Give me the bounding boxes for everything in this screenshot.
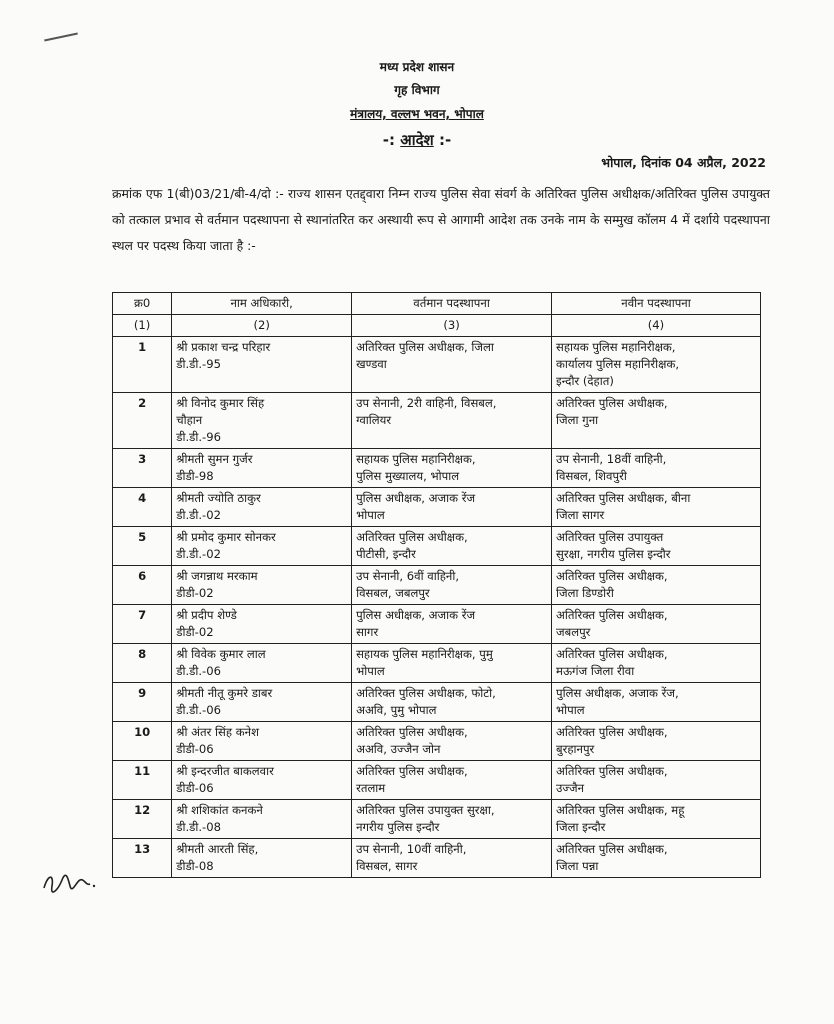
- cell-line: पुलिस अधीक्षक, अजाक रेंज,: [556, 686, 679, 700]
- cell-line: सहायक पुलिस महानिरीक्षक, पुमु: [356, 647, 493, 661]
- cell-line: अतिरिक्त पुलिस अधीक्षक,: [556, 608, 668, 622]
- new-posting-cell: [552, 393, 761, 449]
- cell-line: डीडी-02: [176, 625, 214, 639]
- officer-name-cell: [172, 683, 352, 722]
- table-header-row: [113, 293, 761, 315]
- cell-line: श्री शशिकांत कनकने: [176, 803, 263, 817]
- cell-line: डी.डी.-06: [176, 703, 221, 717]
- current-posting-cell: [352, 488, 552, 527]
- cell-line: अतिरिक्त पुलिस अधीक्षक,: [556, 842, 668, 856]
- cell-line: बुरहानपुर: [556, 742, 595, 756]
- pen-mark: [44, 32, 78, 41]
- table-row: [113, 337, 761, 393]
- cell-line: पीटीसी, इन्दौर: [356, 547, 416, 561]
- cell-line: श्री अंतर सिंह कनेश: [176, 725, 259, 739]
- cell-line: श्री विवेक कुमार लाल: [176, 647, 266, 661]
- cell-line: भोपाल: [356, 508, 385, 522]
- cell-line: उप सेनानी, 2री वाहिनी, विसबल,: [356, 396, 497, 410]
- new-posting-cell: [552, 337, 761, 393]
- current-posting-cell: [352, 527, 552, 566]
- cell-line: अतिरिक्त पुलिस अधीक्षक,: [556, 647, 668, 661]
- cell-line: अतिरिक्त पुलिस अधीक्षक,: [356, 764, 468, 778]
- cell-line: रतलाम: [356, 781, 386, 795]
- cell-line: उप सेनानी, 18वीं वाहिनी,: [556, 452, 667, 466]
- table-row: [113, 566, 761, 605]
- table-row: [113, 605, 761, 644]
- cell-line: खण्डवा: [356, 357, 387, 371]
- cell-line: अतिरिक्त पुलिस अधीक्षक,: [556, 396, 668, 410]
- current-posting-cell: [352, 449, 552, 488]
- current-posting-cell: [352, 800, 552, 839]
- cell-line: श्रीमती सुमन गुर्जर: [176, 452, 253, 466]
- cell-line: श्री इन्दरजीत बाकलवार: [176, 764, 274, 778]
- cell-line: डीडी-08: [176, 859, 214, 873]
- current-posting-cell: [352, 722, 552, 761]
- serial-number: 7: [113, 605, 172, 644]
- table-row: [113, 449, 761, 488]
- cell-line: जिला डिण्डोरी: [556, 586, 614, 600]
- serial-number: 5: [113, 527, 172, 566]
- table-row: [113, 527, 761, 566]
- header-new-posting: नवीन पदस्थापना: [552, 293, 761, 315]
- column-number: (3): [352, 315, 552, 337]
- column-number-row: [113, 315, 761, 337]
- current-posting-cell: [352, 605, 552, 644]
- new-posting-cell: [552, 449, 761, 488]
- current-posting-cell: [352, 683, 552, 722]
- serial-number: 12: [113, 800, 172, 839]
- table-row: [113, 839, 761, 878]
- header-serial: क्र0: [113, 293, 172, 315]
- serial-number: 3: [113, 449, 172, 488]
- department-name: गृह विभाग: [394, 83, 440, 97]
- cell-line: जिला गुना: [556, 413, 599, 427]
- cell-line: मऊगंज जिला रीवा: [556, 664, 635, 678]
- table-body: [113, 337, 761, 878]
- cell-line: श्रीमती आरती सिंह,: [176, 842, 259, 856]
- cell-line: अतिरिक्त पुलिस अधीक्षक, जिला: [356, 340, 494, 354]
- cell-line: अतिरिक्त पुलिस अधीक्षक,: [556, 569, 668, 583]
- serial-number: 11: [113, 761, 172, 800]
- serial-number: 6: [113, 566, 172, 605]
- cell-line: जिला पन्ना: [556, 859, 599, 873]
- cell-line: श्री विनोद कुमार सिंह: [176, 396, 265, 410]
- cell-line: अतिरिक्त पुलिस उपायुक्त सुरक्षा,: [356, 803, 495, 817]
- cell-line: उप सेनानी, 10वीं वाहिनी,: [356, 842, 467, 856]
- transfer-table: [112, 292, 761, 878]
- table-row: [113, 800, 761, 839]
- cell-line: डीडी-06: [176, 781, 214, 795]
- officer-name-cell: [172, 566, 352, 605]
- new-posting-cell: [552, 488, 761, 527]
- cell-line: अअवि, उज्जैन जोन: [356, 742, 441, 756]
- cell-line: डी.डी.-08: [176, 820, 221, 834]
- cell-line: डी.डी.-96: [176, 430, 221, 444]
- cell-line: उप सेनानी, 6वीं वाहिनी,: [356, 569, 460, 583]
- cell-line: पुलिस अधीक्षक, अजाक रेंज: [356, 491, 476, 505]
- officer-name-cell: [172, 605, 352, 644]
- cell-line: श्री जगन्नाथ मरकाम: [176, 569, 258, 583]
- serial-number: 1: [113, 337, 172, 393]
- cell-line: सहायक पुलिस महानिरीक्षक,: [356, 452, 476, 466]
- new-posting-cell: [552, 644, 761, 683]
- order-title: -: आदेश :-: [382, 131, 452, 149]
- officer-name-cell: [172, 527, 352, 566]
- cell-line: पुलिस मुख्यालय, भोपाल: [356, 469, 460, 483]
- cell-line: श्री प्रकाश चन्द्र परिहार: [176, 340, 271, 354]
- cell-line: विसबल, जबलपुर: [356, 586, 430, 600]
- current-posting-cell: [352, 644, 552, 683]
- cell-line: डी.डी.-95: [176, 357, 221, 371]
- order-body: क्रमांक एफ 1(बी)03/21/बी-4/दो :- राज्य शासन एतद्द्वारा निम्न राज्य पुलिस सेवा संवर्ग के अतिरिक्त पुलिस अधीक्षक/अतिरिक्त पुलिस उपायुक्त को तत्काल प्रभाव से वर्तमान पदस्थापना से स्थानांतरित कर अस्थायी रूप से आगामी आदेश तक उनके नाम के सम्मुख कॉलम 4 में दर्शाये पदस्थापना स्थल पर पदस्थ किया जाता है :-: [112, 186, 770, 253]
- new-posting-cell: [552, 839, 761, 878]
- new-posting-cell: [552, 722, 761, 761]
- cell-line: श्रीमती ज्योति ठाकुर: [176, 491, 261, 505]
- current-posting-cell: [352, 393, 552, 449]
- officer-name-cell: [172, 449, 352, 488]
- new-posting-cell: [552, 683, 761, 722]
- cell-line: उज्जैन: [556, 781, 585, 795]
- cell-line: पुलिस अधीक्षक, अजाक रेंज: [356, 608, 476, 622]
- officer-name-cell: [172, 393, 352, 449]
- order-date: भोपाल, दिनांक 04 अप्रैल, 2022: [601, 155, 766, 170]
- officer-name-cell: [172, 800, 352, 839]
- serial-number: 8: [113, 644, 172, 683]
- serial-number: 2: [113, 393, 172, 449]
- table-row: [113, 644, 761, 683]
- officer-name-cell: [172, 761, 352, 800]
- officer-name-cell: [172, 488, 352, 527]
- table-row: [113, 761, 761, 800]
- cell-line: कार्यालय पुलिस महानिरीक्षक,: [556, 357, 680, 371]
- new-posting-cell: [552, 566, 761, 605]
- cell-line: जिला इन्दौर: [556, 820, 606, 834]
- table-row: [113, 683, 761, 722]
- cell-line: डी.डी.-02: [176, 508, 221, 522]
- cell-line: चौहान: [176, 413, 203, 427]
- cell-line: डी.डी.-02: [176, 547, 221, 561]
- cell-line: विसबल, शिवपुरी: [556, 469, 627, 483]
- officer-name-cell: [172, 644, 352, 683]
- column-number: (1): [113, 315, 172, 337]
- current-posting-cell: [352, 566, 552, 605]
- cell-line: अअवि, पुमु भोपाल: [356, 703, 437, 717]
- cell-line: जिला सागर: [556, 508, 605, 522]
- serial-number: 10: [113, 722, 172, 761]
- table-row: [113, 722, 761, 761]
- table-row: [113, 488, 761, 527]
- cell-line: डीडी-06: [176, 742, 214, 756]
- header-current-posting: वर्तमान पदस्थापना: [352, 293, 552, 315]
- cell-line: श्री प्रमोद कुमार सोनकर: [176, 530, 276, 544]
- officer-name-cell: [172, 722, 352, 761]
- cell-line: अतिरिक्त पुलिस अधीक्षक,: [356, 725, 468, 739]
- ministry-address: मंत्रालय, वल्लभ भवन, भोपाल: [350, 107, 484, 121]
- cell-line: अतिरिक्त पुलिस अधीक्षक, बीना: [556, 491, 691, 505]
- column-number: (2): [172, 315, 352, 337]
- cell-line: सागर: [356, 625, 379, 639]
- serial-number: 4: [113, 488, 172, 527]
- header-name: नाम अधिकारी,: [172, 293, 352, 315]
- cell-line: डीडी-98: [176, 469, 214, 483]
- cell-line: ग्वालियर: [356, 413, 392, 427]
- cell-line: इन्दौर (देहात): [556, 374, 614, 388]
- cell-line: श्रीमती नीतू कुमरे डाबर: [176, 686, 273, 700]
- govt-name: मध्य प्रदेश शासन: [379, 60, 455, 74]
- new-posting-cell: [552, 605, 761, 644]
- cell-line: जबलपुर: [556, 625, 591, 639]
- cell-line: डीडी-02: [176, 586, 214, 600]
- officer-name-cell: [172, 839, 352, 878]
- column-number: (4): [552, 315, 761, 337]
- signature-initials: [40, 860, 100, 900]
- cell-line: भोपाल: [356, 664, 385, 678]
- cell-line: श्री प्रदीप शेण्डे: [176, 608, 237, 622]
- new-posting-cell: [552, 800, 761, 839]
- cell-line: नगरीय पुलिस इन्दौर: [356, 820, 440, 834]
- new-posting-cell: [552, 761, 761, 800]
- officer-name-cell: [172, 337, 352, 393]
- cell-line: डी.डी.-06: [176, 664, 221, 678]
- cell-line: अतिरिक्त पुलिस अधीक्षक,: [556, 725, 668, 739]
- cell-line: अतिरिक्त पुलिस उपायुक्त: [556, 530, 664, 544]
- cell-line: अतिरिक्त पुलिस अधीक्षक, महू: [556, 803, 685, 817]
- cell-line: सहायक पुलिस महानिरीक्षक,: [556, 340, 676, 354]
- serial-number: 9: [113, 683, 172, 722]
- cell-line: अतिरिक्त पुलिस अधीक्षक,: [556, 764, 668, 778]
- cell-line: अतिरिक्त पुलिस अधीक्षक, फोटो,: [356, 686, 496, 700]
- cell-line: भोपाल: [556, 703, 585, 717]
- cell-line: अतिरिक्त पुलिस अधीक्षक,: [356, 530, 468, 544]
- serial-number: 13: [113, 839, 172, 878]
- new-posting-cell: [552, 527, 761, 566]
- current-posting-cell: [352, 839, 552, 878]
- current-posting-cell: [352, 761, 552, 800]
- cell-line: सुरक्षा, नगरीय पुलिस इन्दौर: [556, 547, 671, 561]
- cell-line: विसबल, सागर: [356, 859, 418, 873]
- table-row: [113, 393, 761, 449]
- current-posting-cell: [352, 337, 552, 393]
